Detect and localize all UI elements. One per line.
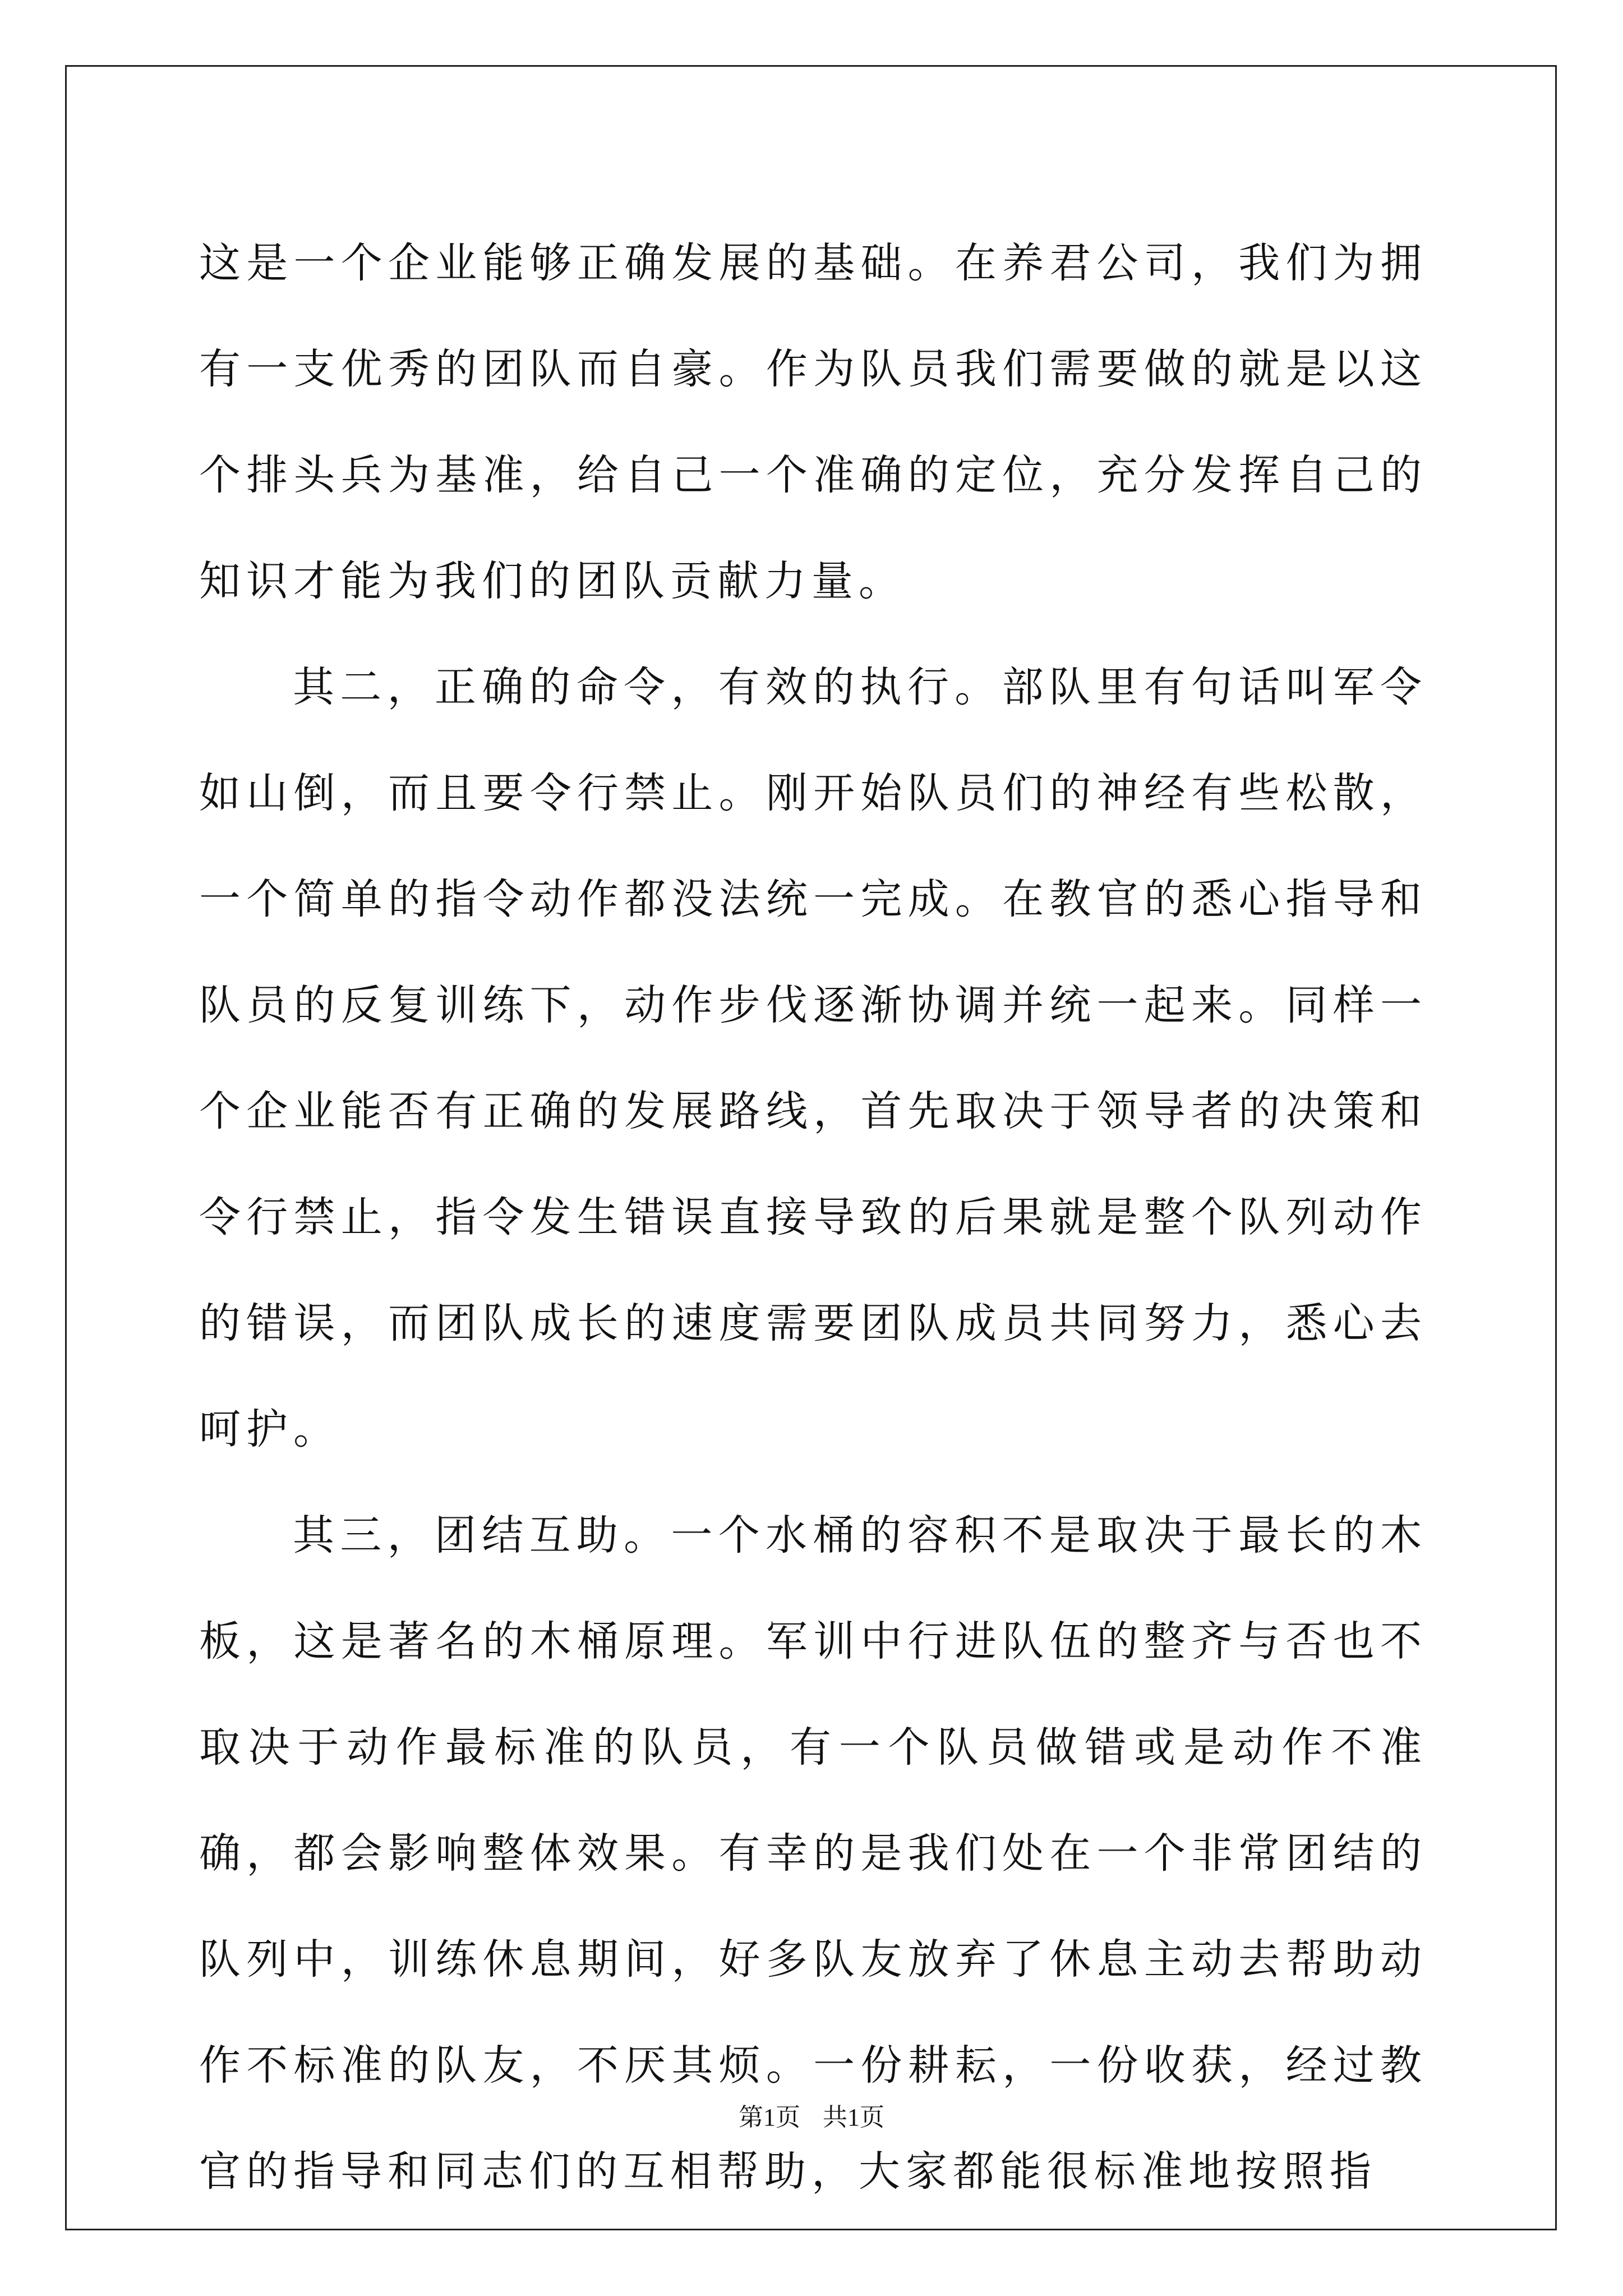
page-total: 共1页 [823, 2104, 884, 2131]
paragraph-2: 其二，正确的命令，有效的执行。部队里有句话叫军令如山倒，而且要令行禁止。刚开始队员们的神经有些松散，一个简单的指令动作都没法统一完成。在教官的悉心指导和队员的反复训练下，动作步伐逐渐协调并统一起来。同样一个企业能否有正确的发展路线，首先取决于领导者的决策和令行禁止，指令发生错误直接导致的后果就是整个队列动作的错误，而团队成长的速度需要团队成员共同努力，悉心去呵护。 [199, 663, 1427, 1453]
document-body [199, 210, 1427, 2225]
paragraph-1: 这是一个企业能够正确发展的基础。在养君公司，我们为拥有一支优秀的团队而自豪。作为队员我们需要做的就是以这个排头兵为基准，给自己一个准确的定位，充分发挥自己的知识才能为我们的团队贡献力量。 [199, 239, 1427, 605]
page-number: 第1页 [739, 2104, 800, 2131]
page-footer [0, 2101, 1623, 2134]
paragraph-3: 其三，团结互助。一个水桶的容积不是取决于最长的木板，这是著名的木桶原理。军训中行进队伍的整齐与否也不取决于动作最标准的队员，有一个队员做错或是动作不准确，都会影响整体效果。有幸的是我们处在一个非常团结的队列中，训练休息期间，好多队友放弃了休息主动去帮助动作不标准的队友，不厌其烦。一份耕耘，一份收获，经过教官的指导和同志们的互相帮助，大家都能很标准地按照指 [199, 1511, 1427, 2196]
